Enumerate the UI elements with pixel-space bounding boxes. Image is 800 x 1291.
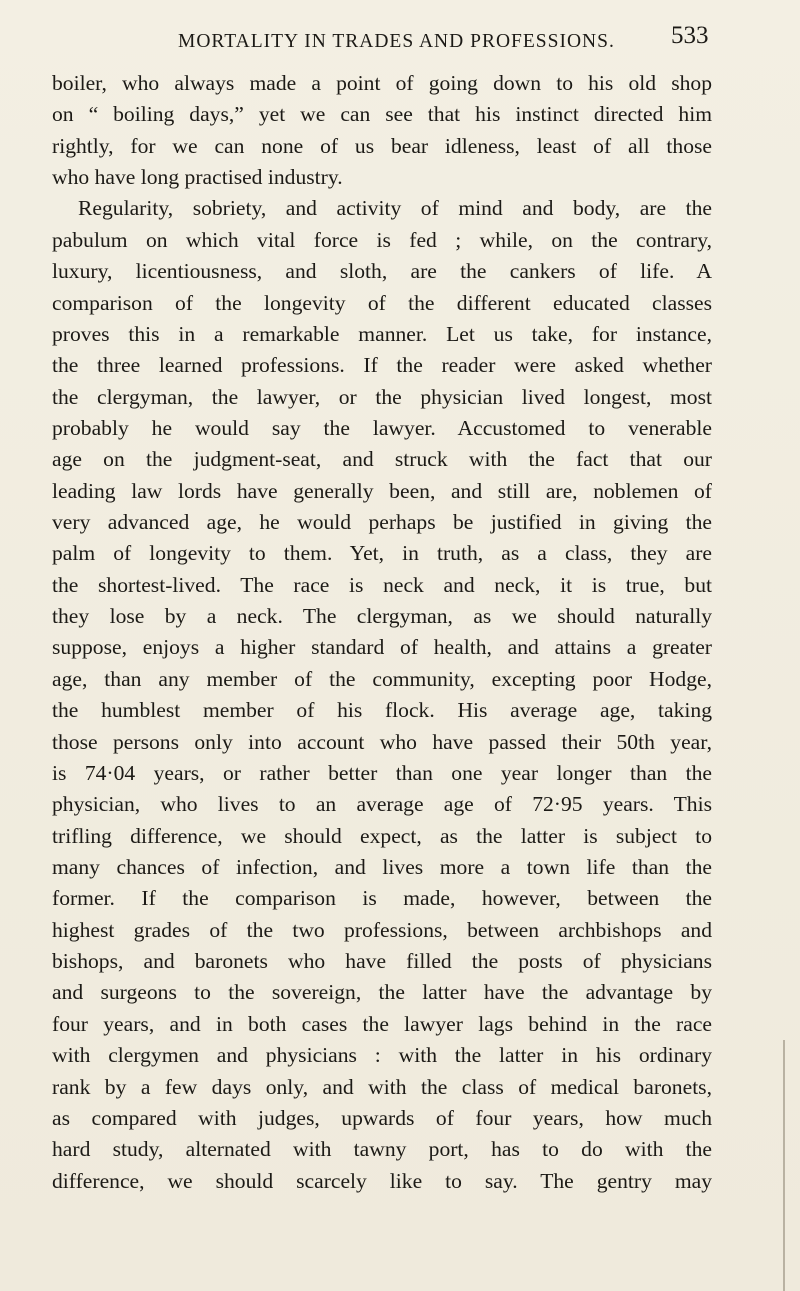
running-title: MORTALITY IN TRADES AND PROFESSIONS. (178, 31, 615, 52)
text-line: is 74·04 years, or rather better than one year longer than the (52, 760, 712, 785)
text-line: very advanced age, he would perhaps be justified in giving the (52, 510, 712, 535)
text-line: hard study, alternated with tawny port, has to do with the (52, 1137, 712, 1162)
text-line: many chances of infection, and lives more a town life than the (52, 854, 712, 879)
text-line: former. If the comparison is made, however, between the (52, 886, 712, 911)
text-line: age on the judgment-seat, and struck with the fact that our (52, 447, 712, 472)
running-head (0, 22, 800, 58)
text-line: four years, and in both cases the lawyer lags behind in the race (52, 1011, 712, 1036)
text-line: suppose, enjoys a higher standard of health, and attains a greater (52, 635, 712, 660)
text-line: leading law lords have generally been, and still are, noblemen of (52, 478, 712, 503)
text-line: with clergymen and physicians : with the latter in his ordinary (52, 1043, 712, 1068)
text-line: rightly, for we can none of us bear idleness, least of all those (52, 133, 712, 158)
text-line: boiler, who always made a point of going down to his old shop (52, 71, 712, 95)
text-line: the humblest member of his flock. His average age, taking (52, 698, 712, 723)
page-edge-shadow (783, 1040, 785, 1291)
text-line: luxury, licentiousness, and sloth, are the cankers of life. A (52, 259, 712, 284)
text-line: Regularity, sobriety, and activity of mind and body, are the (78, 196, 712, 221)
text-line: and surgeons to the sovereign, the latter have the advantage by (52, 980, 712, 1005)
text-line: highest grades of the two professions, between archbishops and (52, 917, 712, 942)
text-line: trifling difference, we should expect, as the latter is subject to (52, 823, 712, 848)
text-line: proves this in a remarkable manner. Let us take, for instance, (52, 321, 712, 346)
text-line: as compared with judges, upwards of four years, how much (52, 1105, 712, 1130)
text-line: rank by a few days only, and with the class of medical baronets, (52, 1074, 712, 1099)
text-line: the shortest-lived. The race is neck and neck, it is true, but (52, 572, 712, 597)
text-line: bishops, and baronets who have filled the posts of physicians (52, 949, 712, 974)
text-line: they lose by a neck. The clergyman, as we should naturally (52, 604, 712, 629)
text-line: physician, who lives to an average age of 72·95 years. This (52, 792, 712, 817)
text-line: comparison of the longevity of the different educated classes (52, 290, 712, 315)
body-text (52, 68, 712, 1197)
page-number: 533 (671, 22, 709, 49)
text-line: those persons only into account who have passed their 50th year, (52, 729, 712, 754)
text-line: difference, we should scarcely like to say. The gentry may (52, 1168, 712, 1193)
text-line: age, than any member of the community, excepting poor Hodge, (52, 666, 712, 691)
text-line: the clergyman, the lawyer, or the physician lived longest, most (52, 384, 712, 409)
text-line: on “ boiling days,” yet we can see that his instinct directed him (52, 102, 712, 127)
text-line: who have long practised industry. (52, 165, 343, 190)
text-line: the three learned professions. If the reader were asked whether (52, 353, 712, 378)
text-line: palm of longevity to them. Yet, in truth, as a class, they are (52, 541, 712, 566)
text-line: probably he would say the lawyer. Accustomed to venerable (52, 415, 712, 440)
text-line: pabulum on which vital force is fed ; while, on the contrary, (52, 227, 712, 252)
